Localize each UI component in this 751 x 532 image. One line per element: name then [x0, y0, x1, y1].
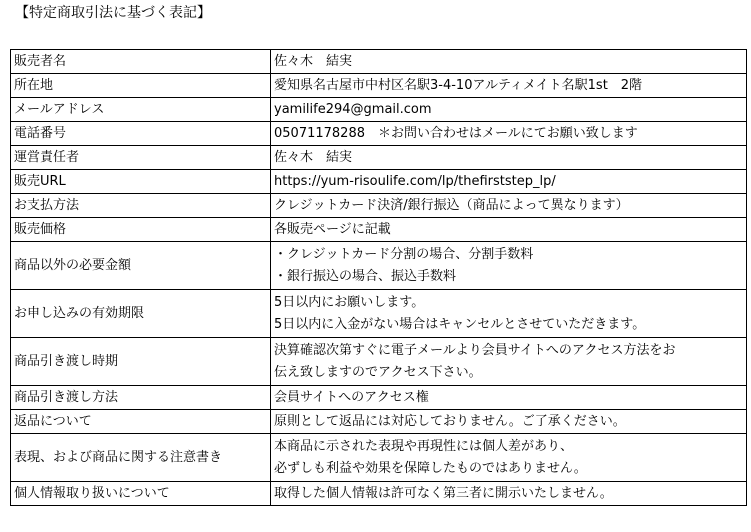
row-label: 商品引き渡し方法 [11, 386, 271, 410]
row-value [271, 410, 747, 434]
value-line: 必ずしも利益や効果を保障したものではありません。 [274, 460, 587, 476]
row-label: 販売URL [11, 170, 271, 194]
row-value [271, 98, 747, 122]
row-label: 商品引き渡し時期 [11, 338, 271, 386]
row-value [271, 434, 747, 482]
commerce-law-table [10, 49, 747, 506]
value-line: 各販売ページに記載 [274, 221, 391, 237]
table-row [11, 74, 747, 98]
row-value [271, 50, 747, 74]
value-line: 5日以内にお願いします。 [274, 294, 425, 310]
row-value [271, 482, 747, 506]
value-line: 伝え致しますのでアクセス下さい。 [274, 364, 482, 380]
row-label: 運営責任者 [11, 146, 271, 170]
value-line: 会員サイトへのアクセス権 [274, 389, 429, 405]
table-row [11, 98, 747, 122]
row-label: 所在地 [11, 74, 271, 98]
row-value [271, 218, 747, 242]
table-row [11, 434, 747, 482]
table-row [11, 50, 747, 74]
value-line: 佐々木 結実 [274, 53, 353, 69]
row-value [271, 194, 747, 218]
row-value [271, 146, 747, 170]
page-title: 【特定商取引法に基づく表記】 [15, 5, 211, 21]
row-label: お支払方法 [11, 194, 271, 218]
row-value [271, 74, 747, 98]
row-label: メールアドレス [11, 98, 271, 122]
row-label: 返品について [11, 410, 271, 434]
table-row [11, 194, 747, 218]
row-value [271, 242, 747, 290]
row-label: 販売者名 [11, 50, 271, 74]
value-line: ・クレジットカード分割の場合、分割手数料 [274, 246, 534, 262]
value-line: ・銀行振込の場合、振込手数料 [274, 268, 457, 284]
row-value [271, 386, 747, 410]
row-value [271, 338, 747, 386]
row-label: 商品以外の必要金額 [11, 242, 271, 290]
row-label: 電話番号 [11, 122, 271, 146]
value-line: 愛知県名古屋市中村区名駅3-4-10アルティメイト名駅1st 2階 [274, 77, 643, 93]
table-row [11, 386, 747, 410]
table-row [11, 122, 747, 146]
value-line: 決算確認次第すぐに電子メールより会員サイトへのアクセス方法をお [274, 342, 676, 358]
value-line: クレジットカード決済/銀行振込（商品によって異なります） [274, 197, 629, 213]
row-label: 個人情報取り扱いについて [11, 482, 271, 506]
value-line: 佐々木 結実 [274, 149, 353, 165]
value-line: 取得した個人情報は許可なく第三者に開示いたしません。 [274, 485, 613, 501]
phone-number-text: 05071178288 ＊お問い合わせはメールにてお願い致します [274, 125, 638, 141]
table-row [11, 170, 747, 194]
sales-url-text: https://yum-risoulife.com/lp/thefirststep_lp/ [274, 173, 556, 189]
row-value [271, 122, 747, 146]
value-line: 本商品に示された表現や再現性には個人差があり、 [274, 438, 574, 454]
table-row [11, 482, 747, 506]
row-label: 表現、および商品に関する注意書き [11, 434, 271, 482]
table-row [11, 290, 747, 338]
table-row [11, 242, 747, 290]
table-row [11, 146, 747, 170]
row-label: 販売価格 [11, 218, 271, 242]
table-row [11, 338, 747, 386]
table-row [11, 218, 747, 242]
value-line: 原則として返品には対応しておりません。ご了承ください。 [274, 413, 626, 429]
value-line: 5日以内に入金がない場合はキャンセルとさせていただきます。 [274, 316, 646, 332]
row-label: お申し込みの有効期限 [11, 290, 271, 338]
table-row [11, 410, 747, 434]
row-value [271, 170, 747, 194]
row-value [271, 290, 747, 338]
email-address-text: yamilife294@gmail.com [274, 101, 432, 117]
